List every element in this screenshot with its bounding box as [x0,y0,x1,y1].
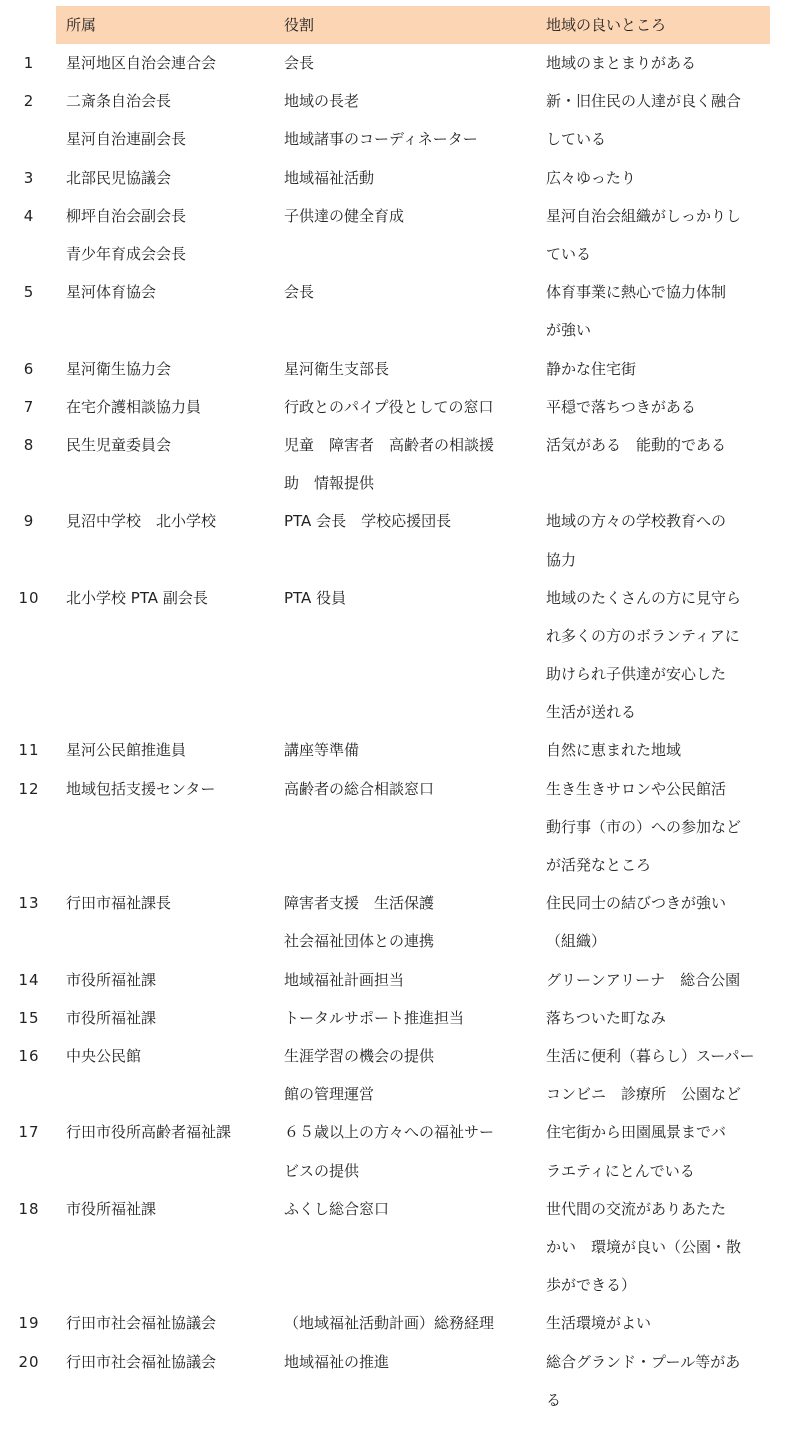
table-row [8,388,770,426]
row-number: 8 [23,435,35,454]
good-points-cell-line: 自然に恵まれた地域 [546,741,682,760]
good-points-cell-line: 動行事（市の）への参加など [546,817,742,836]
affiliation-cell [56,350,274,388]
table-row [8,159,770,197]
good-points-cell-line: 協力 [546,550,577,569]
row-number: 10 [18,588,40,607]
good-points-cell-line: 住宅街から田園風景までバ [546,1123,727,1142]
role-cell-line: 社会福祉団体との連携 [284,932,435,951]
affiliation-cell-line: 中央公民館 [66,1046,142,1065]
role-cell [274,82,538,158]
affiliation-cell [56,502,274,578]
role-cell-line: 地域福祉の推進 [284,1352,390,1371]
good-points-cell-line: 静かな住宅街 [546,359,637,378]
table-row [8,1190,770,1305]
role-cell [274,770,538,885]
affiliation-cell [56,273,274,349]
row-number: 13 [18,894,40,913]
role-cell-line: 会長 [284,283,315,302]
role-cell [274,426,538,502]
good-points-cell [538,1037,770,1113]
row-number: 1 [23,54,35,72]
header-row [8,6,770,44]
good-points-cell-line: 広々ゆったり [546,168,636,187]
affiliation-cell [56,884,274,960]
table-row [8,1113,770,1189]
good-points-cell-line: 生き生きサロンや公民館活 [546,779,727,798]
affiliation-cell [56,1037,274,1113]
affiliation-cell [56,426,274,502]
good-points-cell-line: 生活が送れる [546,703,637,722]
good-points-cell [538,273,770,349]
affiliation-cell [56,961,274,999]
role-cell-line: 障害者支援 生活保護 [284,894,435,913]
good-points-cell-line: 活気がある 能動的である [546,435,727,454]
table-row [8,1304,770,1342]
table-row [8,770,770,885]
role-cell [274,44,538,82]
role-cell-line: 地域福祉活動 [284,168,375,187]
table-row [8,731,770,769]
affiliation-cell-line: 星河公民館推進員 [66,741,187,760]
affiliation-cell-line: 柳坪自治会副会長 [66,206,187,225]
row-number: 20 [18,1352,40,1371]
role-cell-line: 高齢者の総合相談窓口 [284,779,435,798]
affiliation-cell-line: 二斎条自治会長 [66,92,172,111]
role-cell-line: 地域福祉計画担当 [284,970,405,989]
role-cell-line: （地域福祉活動計画）総務経理 [284,1314,495,1333]
row-number: 16 [18,1046,40,1065]
affiliation-cell [56,999,274,1037]
row-number: 6 [23,359,35,378]
good-points-cell [538,1190,770,1305]
header-good-points: 地域の良いところ [538,6,770,44]
affiliation-cell [56,1304,274,1342]
good-points-cell-line: ラエティにとんでいる [546,1161,695,1180]
good-points-cell-line: 住民同士の結びつきが強い [546,894,727,913]
table-row [8,999,770,1037]
row-number: 2 [23,92,35,111]
row-number: 3 [23,168,35,187]
row-number: 4 [23,206,35,225]
good-points-cell [538,44,770,82]
role-cell [274,884,538,960]
good-points-cell-line: コンビニ 診療所 公園など [546,1085,742,1104]
row-number: 19 [18,1314,40,1333]
good-points-cell-line: ている [546,244,592,263]
row-number: 7 [23,397,35,416]
affiliation-cell-line: 北小学校 PTA 副会長 [66,588,208,607]
affiliation-cell-line: 地域包括支援センター [66,779,216,798]
good-points-cell-line: 世代間の交流がありあたた [546,1199,727,1218]
good-points-cell-line: れ多くの方のボランティアに [546,626,740,645]
role-cell-line: 講座等準備 [284,741,360,760]
affiliation-cell [56,1343,274,1419]
good-points-cell [538,1343,770,1419]
good-points-cell-line: グリーンアリーナ 総合公園 [546,970,741,989]
good-points-cell [538,999,770,1037]
role-cell-line: 子供達の健全育成 [284,206,405,225]
row-number: 9 [23,512,35,531]
header-affiliation: 所属 [56,6,274,44]
affiliation-cell-line: 星河地区自治会連合会 [66,54,217,72]
role-cell-line: 地域の長老 [284,92,360,111]
role-cell [274,159,538,197]
good-points-cell-line: 助けられ子供達が安心した [546,665,727,684]
good-points-cell [538,961,770,999]
good-points-cell-line: 生活に便利（暮らし）スーパー [546,1046,755,1065]
affiliation-cell-line: 在宅介護相談協力員 [66,397,202,416]
affiliation-cell-line: 行田市福祉課長 [66,894,172,913]
table-row [8,426,770,502]
role-cell-line: 生涯学習の機会の提供 [284,1046,435,1065]
table-row [8,197,770,273]
affiliation-cell [56,770,274,885]
affiliation-cell [56,579,274,732]
role-cell-line: 助 情報提供 [284,474,375,493]
affiliation-cell-line: 市役所福祉課 [66,1008,157,1027]
good-points-cell [538,388,770,426]
role-cell-line: 地域諸事のコーディネーター [284,130,478,149]
role-cell-line: ふくし総合窓口 [284,1199,390,1218]
row-number: 12 [18,779,40,798]
row-number: 11 [18,741,40,760]
row-number: 14 [18,970,40,989]
good-points-cell [538,82,770,158]
role-cell-line: 会長 [284,54,315,72]
good-points-cell-line: 総合グランド・プール等があ [546,1352,741,1371]
affiliation-cell [56,44,274,82]
table-row [8,350,770,388]
row-number: 5 [23,283,35,302]
role-cell-line: 館の管理運営 [284,1085,375,1104]
role-cell [274,731,538,769]
affiliation-cell [56,82,274,158]
role-cell-line: PTA 役員 [284,588,347,607]
good-points-cell [538,197,770,273]
affiliation-cell-line: 行田市役所高齢者福祉課 [66,1123,232,1142]
good-points-cell [538,159,770,197]
good-points-cell [538,502,770,578]
affiliation-cell-line: 行田市社会福祉協議会 [66,1314,217,1333]
affiliation-cell-line: 星河自治連副会長 [66,130,187,149]
affiliation-cell-line: 青少年育成会会長 [66,244,187,263]
good-points-cell [538,770,770,885]
good-points-cell [538,1304,770,1342]
affiliation-cell-line: 市役所福祉課 [66,1199,157,1218]
table-row [8,884,770,960]
good-points-cell [538,731,770,769]
role-cell [274,350,538,388]
affiliation-cell [56,1113,274,1189]
role-cell [274,273,538,349]
good-points-cell [538,350,770,388]
table-row [8,44,770,82]
affiliation-cell [56,1190,274,1305]
affiliation-cell-line: 星河衛生協力会 [66,359,172,378]
good-points-cell-line: 地域の方々の学校教育への [546,512,727,531]
member-table [8,6,770,1419]
role-cell-line: 星河衛生支部長 [284,359,390,378]
header-role: 役割 [274,6,538,44]
role-cell-line: ６５歳以上の方々への福祉サー [284,1123,495,1142]
good-points-cell-line: る [546,1390,562,1409]
role-cell [274,388,538,426]
role-cell-line: PTA 会長 学校応援団長 [284,512,452,531]
affiliation-cell-line: 行田市社会福祉協議会 [66,1352,217,1371]
good-points-cell [538,579,770,732]
good-points-cell-line: している [546,130,607,149]
good-points-cell-line: （組織） [546,932,607,951]
affiliation-cell-line: 星河体育協会 [66,283,157,302]
affiliation-cell-line: 見沼中学校 北小学校 [66,512,217,531]
table-row [8,82,770,158]
good-points-cell-line: 平穏で落ちつきがある [546,397,696,416]
role-cell-line: トータルサポート推進担当 [284,1008,465,1027]
good-points-cell-line: 新・旧住民の人達が良く融合 [546,92,742,111]
table-row [8,1343,770,1419]
good-points-cell-line: かい 環境が良い（公園・散 [546,1237,742,1256]
table-body [8,44,770,1419]
role-cell [274,961,538,999]
good-points-cell-line: が強い [546,321,592,340]
good-points-cell [538,426,770,502]
good-points-cell-line: 歩ができる） [546,1276,637,1295]
good-points-cell-line: 生活環境がよい [546,1314,652,1333]
header-number [8,6,56,44]
role-cell [274,999,538,1037]
good-points-cell-line: が活発なところ [546,856,652,875]
row-number: 17 [18,1123,40,1142]
role-cell [274,1343,538,1419]
role-cell [274,1304,538,1342]
table-row [8,502,770,578]
good-points-cell [538,884,770,960]
role-cell [274,1190,538,1305]
affiliation-cell [56,159,274,197]
role-cell [274,1113,538,1189]
row-number: 18 [18,1199,40,1218]
affiliation-cell [56,388,274,426]
role-cell [274,502,538,578]
good-points-cell-line: 地域のたくさんの方に見守ら [546,588,742,607]
table-row [8,579,770,732]
good-points-cell-line: 星河自治会組織がしっかりし [546,206,742,225]
role-cell-line: 児童 障害者 高齢者の相談援 [284,435,495,454]
good-points-cell-line: 地域のまとまりがある [546,54,697,72]
good-points-cell-line: 体育事業に熱心で協力体制 [546,283,727,302]
affiliation-cell [56,197,274,273]
role-cell-line: ビスの提供 [284,1161,360,1180]
table-row [8,273,770,349]
table-row [8,1037,770,1113]
affiliation-cell-line: 市役所福祉課 [66,970,157,989]
affiliation-cell [56,731,274,769]
good-points-cell [538,1113,770,1189]
role-cell [274,1037,538,1113]
row-number: 15 [18,1008,40,1027]
role-cell [274,197,538,273]
role-cell-line: 行政とのパイプ役としての窓口 [284,397,494,416]
affiliation-cell-line: 民生児童委員会 [66,435,172,454]
table-row [8,961,770,999]
good-points-cell-line: 落ちついた町なみ [546,1008,666,1027]
role-cell [274,579,538,732]
affiliation-cell-line: 北部民児協議会 [66,168,172,187]
